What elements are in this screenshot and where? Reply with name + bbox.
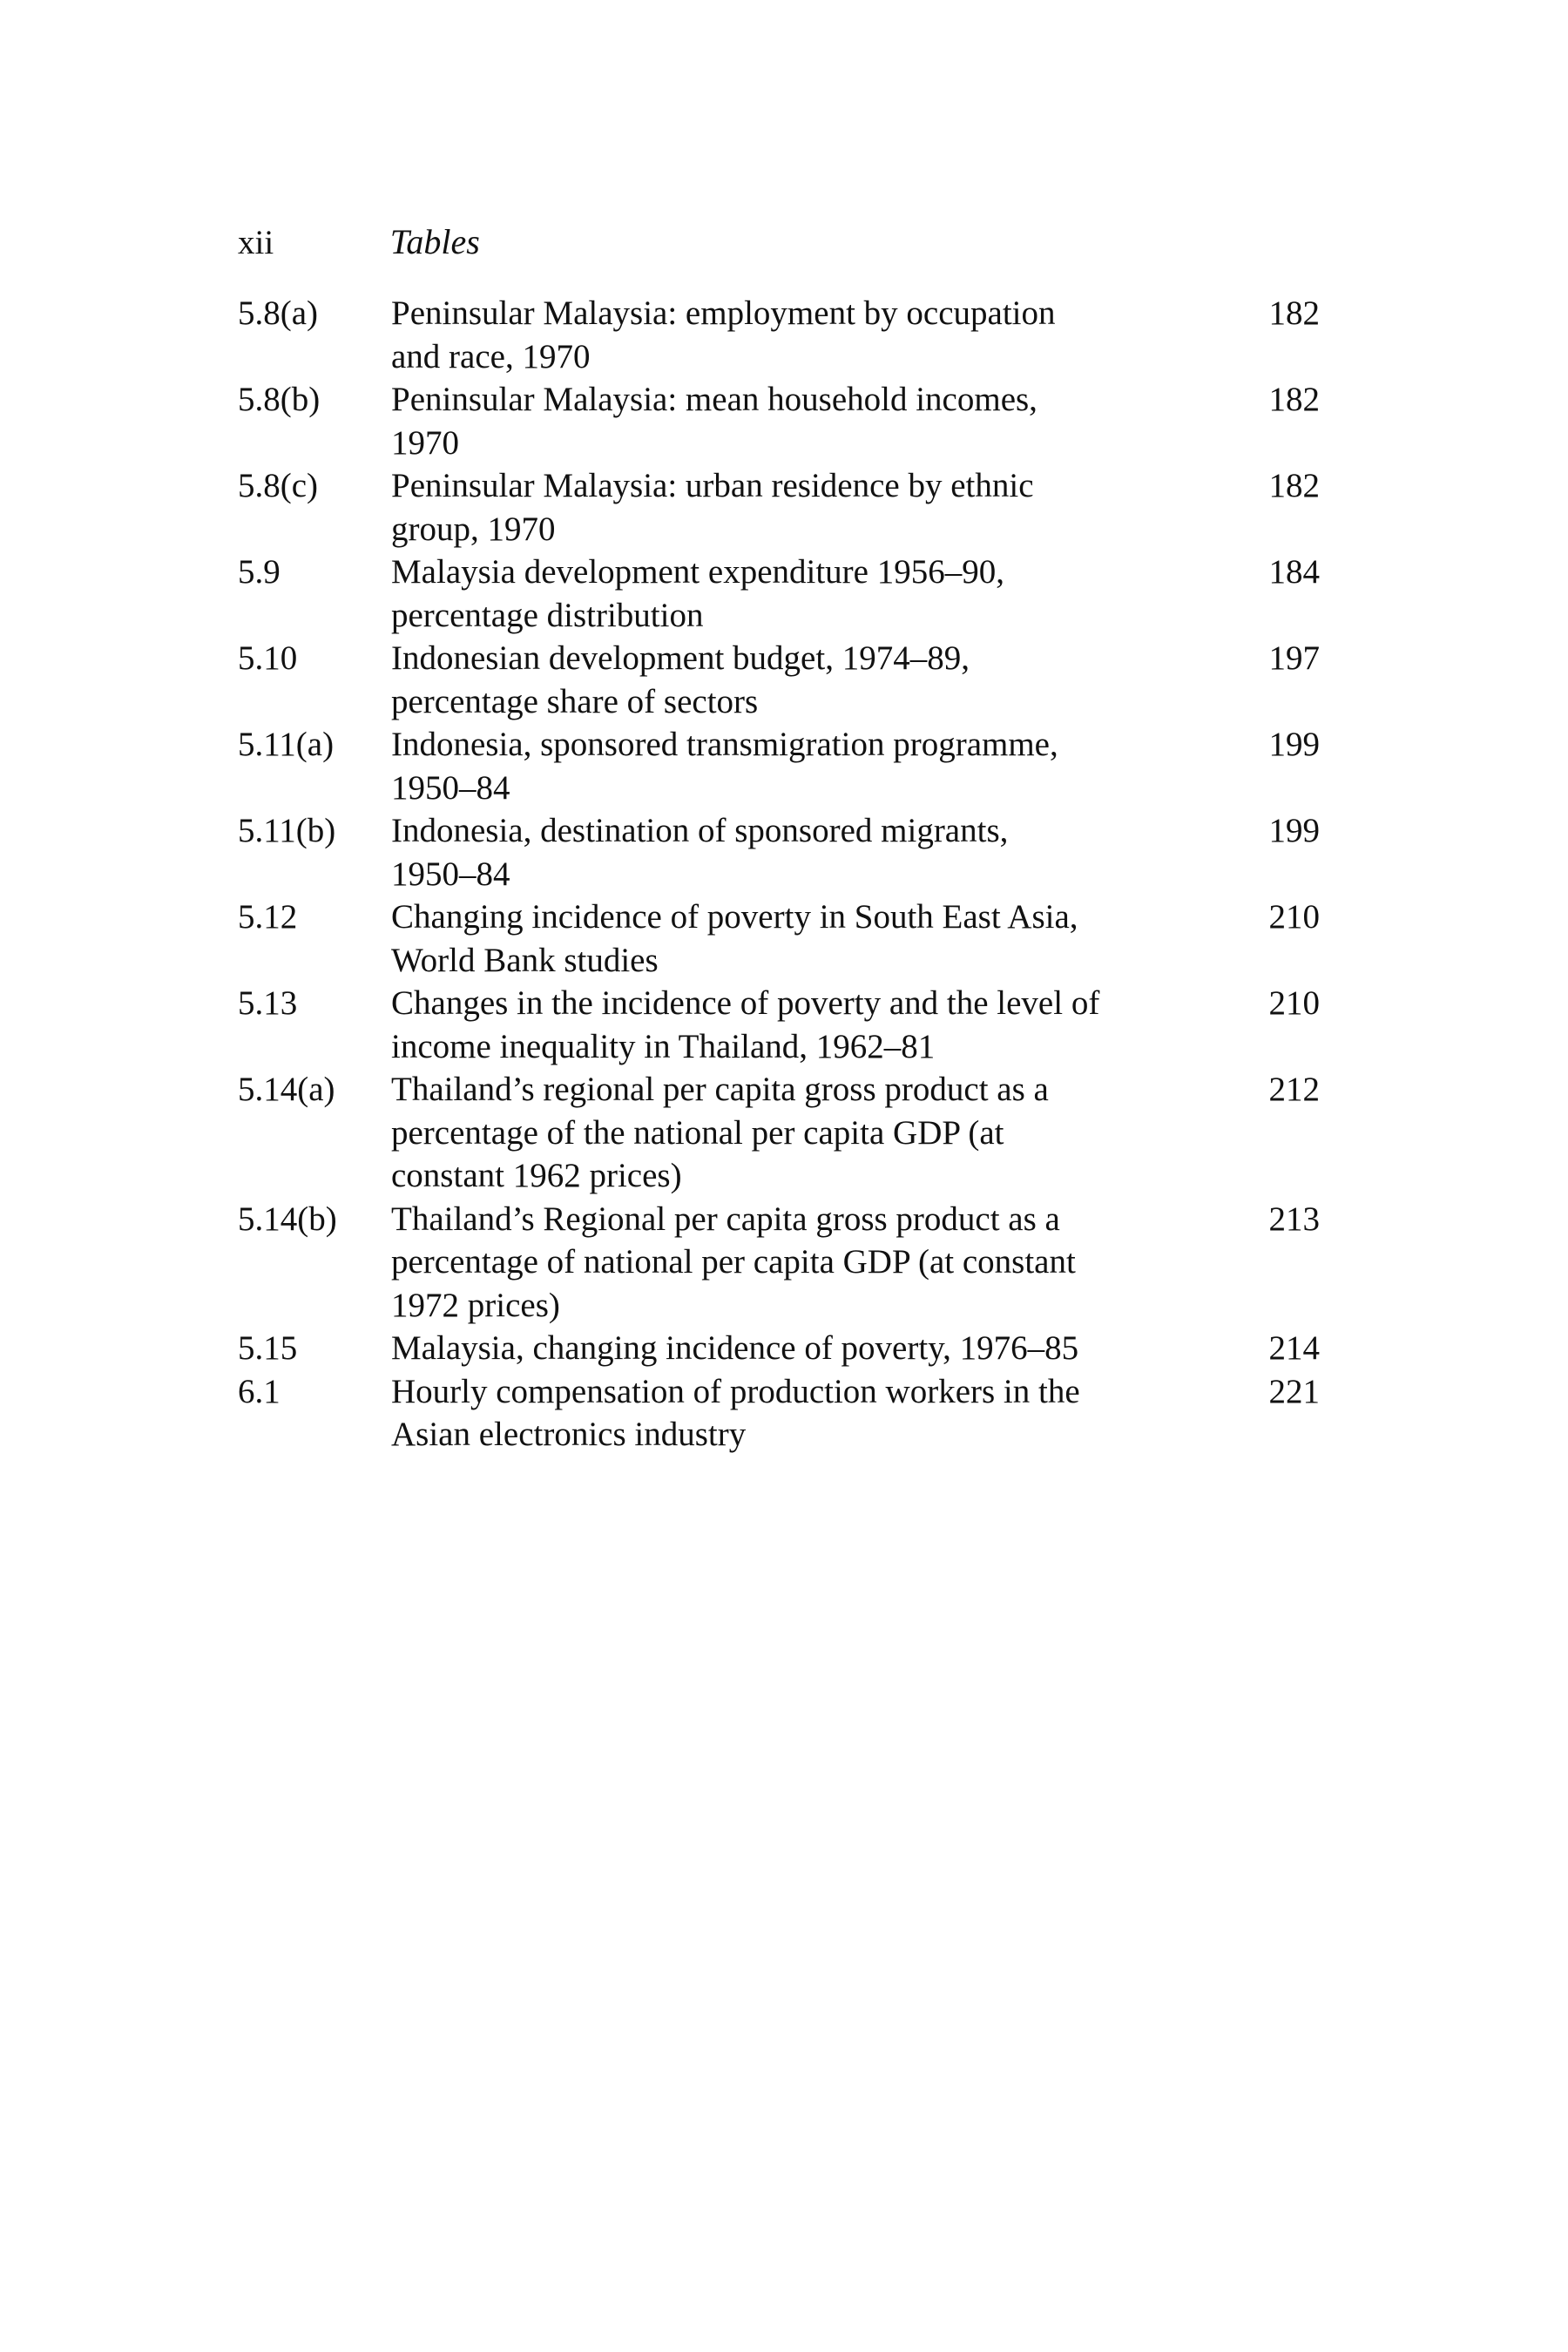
- table-entry: [238, 982, 1327, 1068]
- table-title: Hourly compensation of production workers in the Asian electronics industry: [391, 1372, 1080, 1453]
- table-title: Thailand’s Regional per capita gross product as a percentage of national per capita GDP (at constant 1972 prices): [391, 1200, 1076, 1324]
- table-list: [238, 292, 1327, 1456]
- table-number: 5.8(c): [238, 467, 319, 504]
- table-number: 5.11(a): [238, 726, 335, 763]
- table-title: Malaysia development expenditure 1956–90, percentage distribution: [391, 553, 1004, 634]
- table-number: 6.1: [238, 1372, 280, 1410]
- table-number: 5.15: [238, 1329, 298, 1367]
- table-number: 5.8(a): [238, 294, 319, 332]
- table-entry: [238, 292, 1327, 378]
- page-reference: 182: [1268, 381, 1320, 418]
- page-reference: 184: [1268, 553, 1320, 591]
- page-reference: 199: [1268, 812, 1320, 849]
- page-reference: 182: [1268, 294, 1320, 332]
- table-title: Changes in the incidence of poverty and the level of income inequality in Thailand, 1962–81: [391, 984, 1100, 1065]
- page-reference: 182: [1268, 467, 1320, 504]
- table-number: 5.12: [238, 898, 298, 936]
- table-title: Indonesia, destination of sponsored migrants, 1950–84: [391, 812, 1009, 893]
- table-title: Changing incidence of poverty in South East Asia, World Bank studies: [391, 898, 1078, 979]
- table-number: 5.14(b): [238, 1200, 337, 1238]
- table-entry: [238, 809, 1327, 896]
- page-reference: 214: [1268, 1329, 1320, 1367]
- table-title: Peninsular Malaysia: employment by occupation and race, 1970: [391, 294, 1056, 375]
- table-title: Malaysia, changing incidence of poverty, 1976–85: [391, 1329, 1079, 1367]
- page-reference: 212: [1268, 1071, 1320, 1108]
- table-entry: [238, 1327, 1327, 1370]
- page-reference: 213: [1268, 1200, 1320, 1238]
- table-entry: [238, 896, 1327, 982]
- table-title: Peninsular Malaysia: urban residence by ethnic group, 1970: [391, 467, 1034, 548]
- table-entry: [238, 1370, 1327, 1456]
- table-number: 5.14(a): [238, 1071, 335, 1108]
- table-title: Indonesia, sponsored transmigration programme, 1950–84: [391, 726, 1058, 807]
- table-title: Indonesian development budget, 1974–89, percentage share of sectors: [391, 639, 970, 720]
- table-entry: [238, 378, 1327, 464]
- running-title: Tables: [389, 222, 480, 261]
- page-reference: 199: [1268, 726, 1320, 763]
- page-reference: 197: [1268, 639, 1320, 677]
- table-entry: [238, 1198, 1327, 1328]
- table-number: 5.10: [238, 639, 298, 677]
- table-title: Peninsular Malaysia: mean household incomes, 1970: [391, 381, 1037, 462]
- page-reference: 210: [1268, 984, 1320, 1022]
- table-entry: [238, 723, 1327, 809]
- table-number: 5.13: [238, 984, 298, 1022]
- table-number: 5.8(b): [238, 381, 321, 418]
- table-entry: [238, 551, 1327, 637]
- page-reference: 210: [1268, 898, 1320, 936]
- table-title: Thailand’s regional per capita gross product as a percentage of the national per capita GDP (at constant 1962 prices): [391, 1071, 1049, 1194]
- page-number: xii: [238, 224, 274, 261]
- table-entry: [238, 464, 1327, 551]
- page-header: [238, 216, 480, 268]
- table-entry: [238, 637, 1327, 723]
- table-number: 5.9: [238, 553, 280, 591]
- table-entry: [238, 1068, 1327, 1198]
- page-reference: 221: [1268, 1372, 1320, 1410]
- table-number: 5.11(b): [238, 812, 336, 849]
